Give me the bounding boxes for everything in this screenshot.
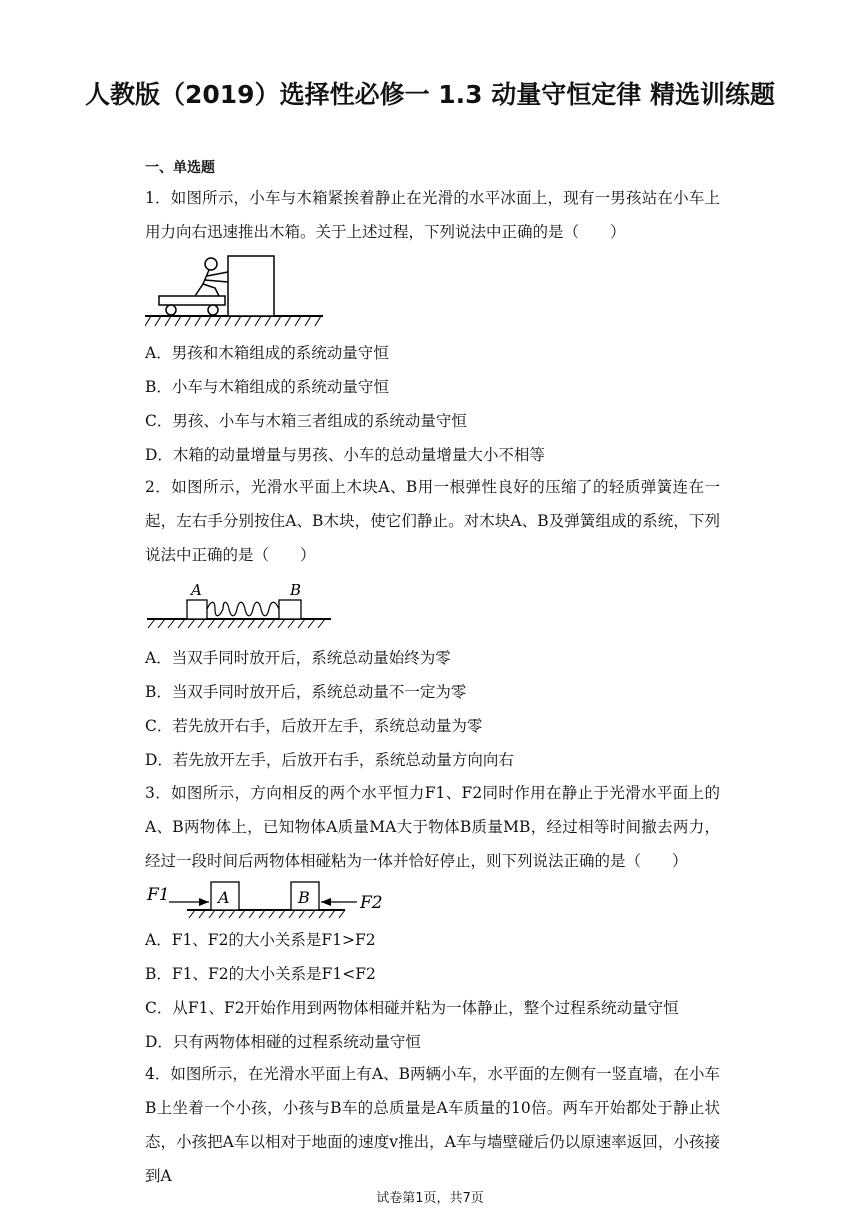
question-3-stem: 3．如图所示，方向相反的两个水平恒力F1、F2同时作用在静止于光滑水平面上的A、B两物体上，已知物体A质量MA大于物体B质量MB，经过相等时间撤去两力，经过一段时间后两物体相碰粘为一体并恰好停止，则下列说法正确的是（ ）	[145, 784, 720, 870]
question-3-option-c: C．从F1、F2开始作用到两物体相碰并粘为一体静止，整个过程系统动量守恒	[145, 999, 679, 1017]
question-1-option-d: D．木箱的动量增量与男孩、小车的总动量增量大小不相等	[145, 446, 545, 464]
question-2-figure	[145, 578, 335, 634]
question-4-stem: 4．如图所示，在光滑水平面上有A、B两辆小车，水平面的左侧有一竖直墙，在小车B上坐着一个小孩，小孩与B车的总质量是A车质量的10倍。两车开始都处于静止状态，小孩把A车以相对于地面的速度v推出，A车与墙壁碰后仍以原速率返回，小孩接到A	[145, 1065, 720, 1185]
box-label-b: B	[298, 888, 310, 907]
section-heading: 一、单选题	[145, 160, 215, 176]
question-2-option-c: C．若先放开右手，后放开左手，系统总动量为零	[145, 717, 483, 735]
question-3-option-d: D．只有两物体相碰的过程系统动量守恒	[145, 1033, 421, 1051]
question-2-option-d: D．若先放开左手，后放开右手，系统总动量方向向右	[145, 751, 514, 769]
question-1-option-b: B．小车与木箱组成的系统动量守恒	[145, 378, 389, 396]
question-3-option-a: A．F1、F2的大小关系是F1>F2	[145, 931, 376, 949]
box-label-a: A	[218, 888, 230, 907]
label-f1: F1	[147, 885, 170, 905]
question-1-option-c: C．男孩、小车与木箱三者组成的系统动量守恒	[145, 412, 467, 430]
question-2-stem: 2．如图所示，光滑水平面上木块A、B用一根弹性良好的压缩了的轻质弹簧连在一起，左右手分别按住A、B木块，使它们静止。对木块A、B及弹簧组成的系统，下列说法中正确的是（ ）	[145, 478, 720, 564]
page-footer: 试卷第1页，共7页	[376, 1191, 484, 1206]
page-title: 人教版（2019）选择性必修一 1.3 动量守恒定律 精选训练题	[85, 80, 775, 109]
question-3-option-b: B．F1、F2的大小关系是F1<F2	[145, 965, 376, 983]
question-1-figure	[145, 250, 325, 328]
question-2-option-a: A．当双手同时放开后，系统总动量始终为零	[145, 649, 451, 667]
label-f2: F2	[360, 893, 383, 913]
label-b: B	[290, 581, 302, 599]
question-1-option-a: A．男孩和木箱组成的系统动量守恒	[145, 344, 389, 362]
question-2-option-b: B．当双手同时放开后，系统总动量不一定为零	[145, 683, 467, 701]
question-3-figure	[145, 876, 390, 924]
question-1-stem: 1．如图所示，小车与木箱紧挨着静止在光滑的水平冰面上，现有一男孩站在小车上用力向右迅速推出木箱。关于上述过程，下列说法中正确的是（ ）	[145, 189, 720, 241]
label-a: A	[191, 581, 202, 599]
